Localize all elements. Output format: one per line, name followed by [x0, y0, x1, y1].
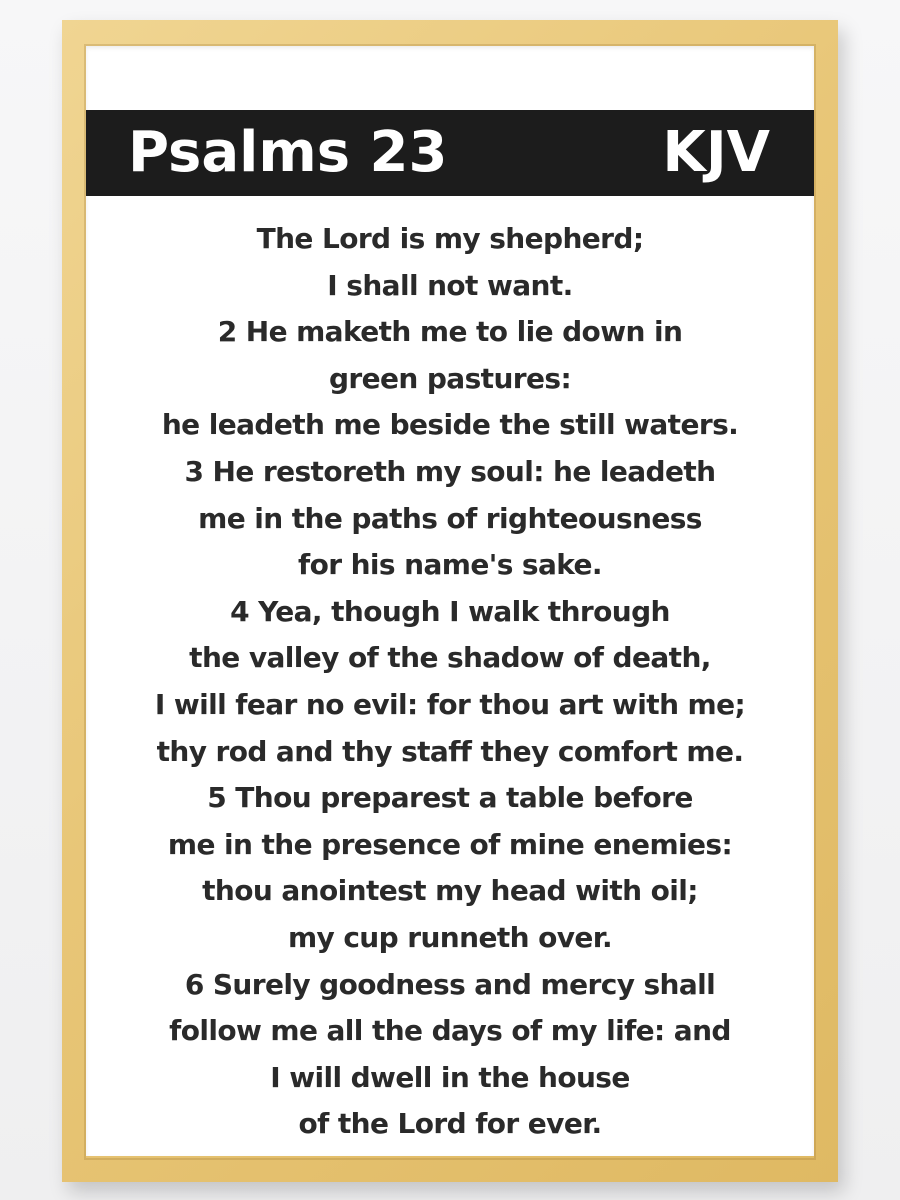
- verse-line: 6 Surely goodness and mercy shall: [184, 967, 716, 1001]
- verse-line: he leadeth me beside the still waters.: [161, 408, 739, 442]
- poster-title: Psalms 23: [128, 120, 448, 185]
- verse-line: follow me all the days of my life: and: [169, 1014, 731, 1048]
- verse-line: I will dwell in the house: [270, 1060, 630, 1094]
- verse-line: for his name's sake.: [298, 548, 602, 582]
- verse-line: of the Lord for ever.: [298, 1107, 602, 1141]
- verse-line: 3 He restoreth my soul: he leadeth: [184, 454, 716, 488]
- verse-line: I shall not want.: [327, 268, 573, 302]
- wooden-frame: [62, 20, 838, 1182]
- bible-version-label: KJV: [662, 120, 770, 185]
- verse-line: 2 He maketh me to lie down in: [217, 315, 683, 349]
- verse-line: I will fear no evil: for thou art with me;: [154, 687, 746, 721]
- verse-line: me in the presence of mine enemies:: [167, 827, 733, 861]
- verse-line: the valley of the shadow of death,: [189, 641, 711, 675]
- verse-line: 5 Thou preparest a table before: [207, 781, 693, 815]
- verse-line: thou anointest my head with oil;: [202, 874, 698, 908]
- verse-line: green pastures:: [328, 361, 572, 395]
- poster-print: [86, 46, 814, 1156]
- verse-line: The Lord is my shepherd;: [256, 222, 644, 255]
- verse-line: me in the paths of righteousness: [198, 501, 702, 535]
- title-bar: [86, 110, 814, 196]
- verse-text-block: [86, 216, 814, 1148]
- verse-line: my cup runneth over.: [287, 920, 613, 954]
- verse-line: 4 Yea, though I walk through: [230, 594, 670, 628]
- verse-line: thy rod and thy staff they comfort me.: [156, 734, 744, 768]
